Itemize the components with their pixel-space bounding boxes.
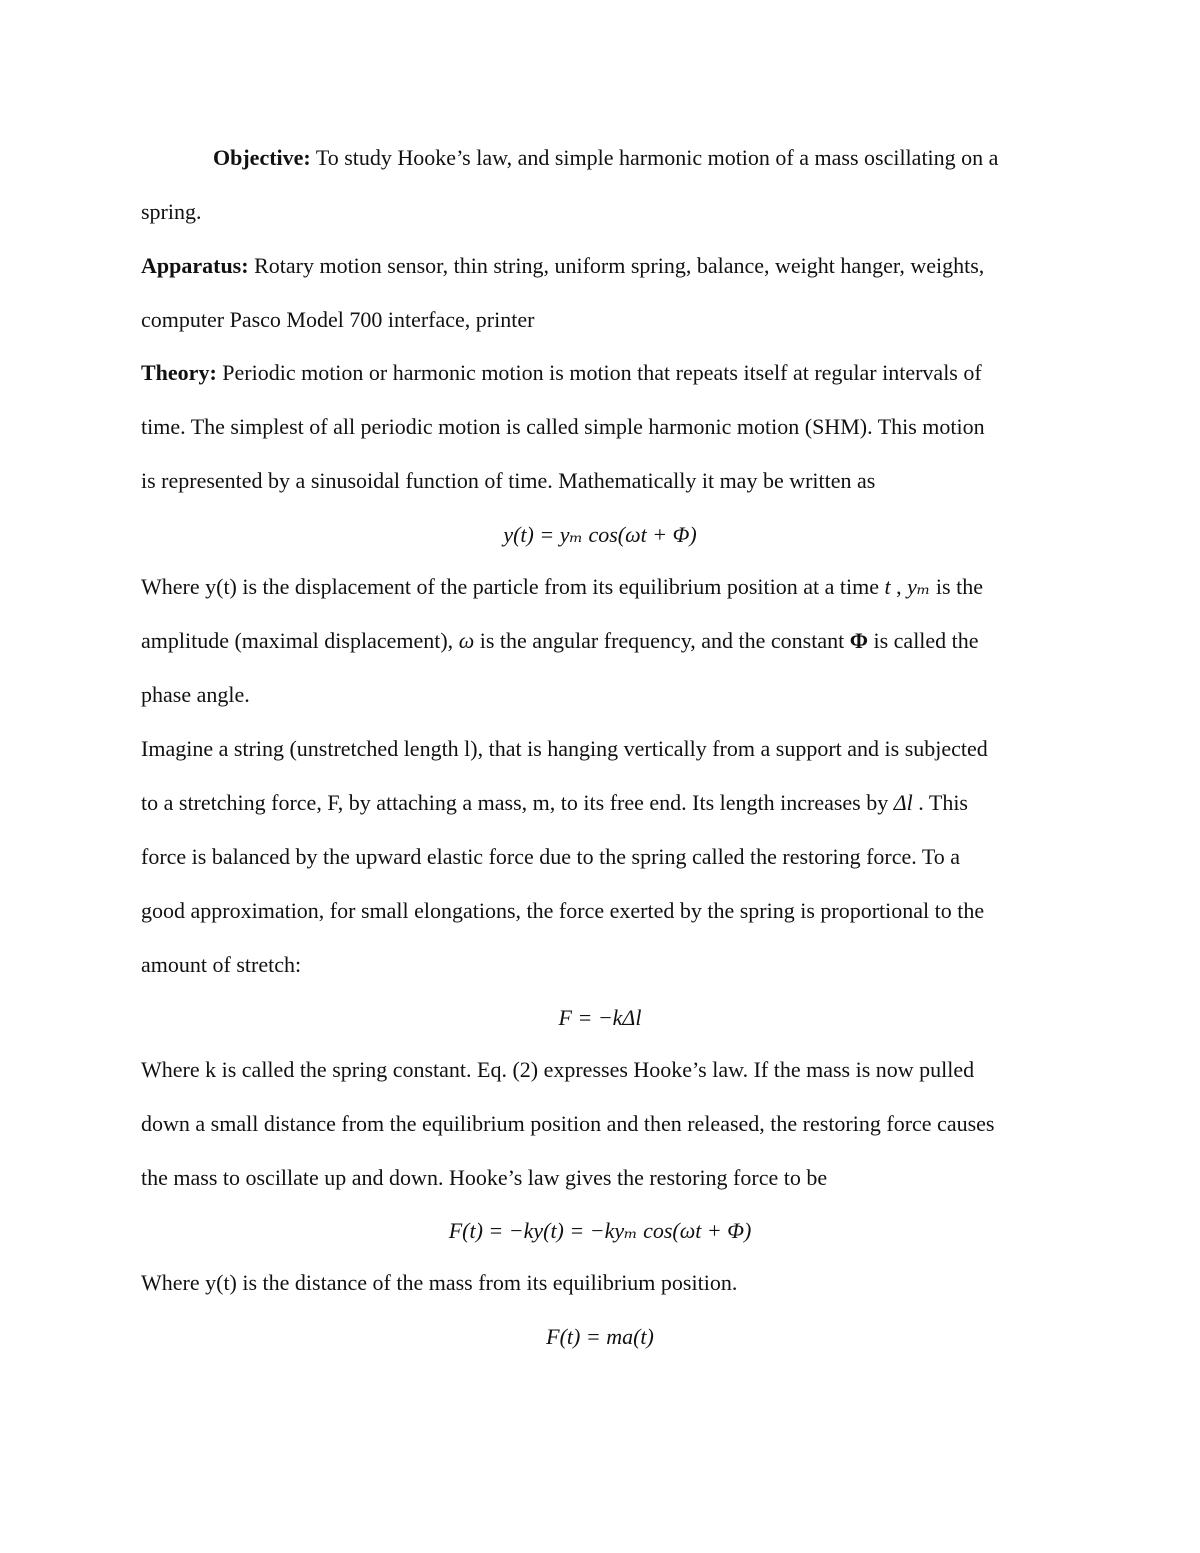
symbol-delta-l: Δl [893,790,913,815]
imagine-line-4: good approximation, for small elongations, the force exerted by the spring is proportional to the [141,898,985,923]
where1-text-c: is the [930,574,983,599]
equation-2 [0,1003,1200,1033]
where2-line: Where y(t) is the distance of the mass from its equilibrium position. [141,1270,738,1295]
where1-text-b: , [890,574,908,599]
theory-text: Periodic motion or harmonic motion is motion that repeats itself at regular intervals of [216,360,982,385]
imagine-text-2a: to a stretching force, F, by attaching a mass, m, to its free end. Its length increases by [141,790,894,815]
apparatus-line-1 [141,251,984,281]
where1-line-3: phase angle. [141,682,250,707]
symbol-t: t [884,574,891,599]
hooke-line-1: Where k is called the spring constant. Eq. (2) expresses Hooke’s law. If the mass is now pulled [141,1057,975,1082]
symbol-omega: ω [458,628,475,653]
apparatus-text: Rotary motion sensor, thin string, uniform spring, balance, weight hanger, weights, [248,253,985,278]
equation-3 [0,1216,1200,1246]
where1-text-a: Where y(t) is the displacement of the particle from its equilibrium position at a time [141,574,885,599]
where1-line-1 [141,572,983,602]
theory-line-3: is represented by a sinusoidal function of time. Mathematically it may be written as [141,468,876,493]
hooke-line-2: down a small distance from the equilibrium position and then released, the restoring force causes [141,1111,995,1136]
where1-text-2b: is the angular frequency, and the constant [474,628,850,653]
imagine-text-2b: . This [912,790,968,815]
equation-4 [0,1322,1200,1352]
where1-text-2a: amplitude (maximal displacement), [141,628,459,653]
where1-line-2 [141,626,979,656]
theory-line-1 [141,358,982,388]
equation-1 [0,520,1200,550]
imagine-line-3: force is balanced by the upward elastic force due to the spring called the restoring force. To a [141,844,961,869]
imagine-line-1: Imagine a string (unstretched length l), that is hanging vertically from a support and is subjected [141,736,988,761]
equation-3-text: F(t) = −ky(t) = −kyₘ cos(ωt + Φ) [448,1218,752,1243]
equation-1-text: y(t) = yₘ cos(ωt + Φ) [503,522,697,547]
equation-2-text: F = −kΔl [558,1005,642,1030]
objective-line-1 [213,143,998,173]
imagine-line-5: amount of stretch: [141,952,302,977]
hooke-line-3: the mass to oscillate up and down. Hooke’s law gives the restoring force to be [141,1165,828,1190]
equation-4-text: F(t) = ma(t) [546,1324,654,1349]
objective-label: Objective: [213,145,311,170]
where1-text-2c: is called the [867,628,979,653]
symbol-ym: yₘ [907,574,931,599]
objective-line-2: spring. [141,199,202,224]
apparatus-line-2: computer Pasco Model 700 interface, printer [141,307,535,332]
apparatus-label: Apparatus: [141,253,249,278]
theory-line-2: time. The simplest of all periodic motion is called simple harmonic motion (SHM). This motion [141,414,985,439]
symbol-phi: Φ [849,628,868,653]
theory-label: Theory: [141,360,217,385]
imagine-line-2 [141,788,968,818]
objective-text: To study Hooke’s law, and simple harmonic motion of a mass oscillating on a [310,145,999,170]
